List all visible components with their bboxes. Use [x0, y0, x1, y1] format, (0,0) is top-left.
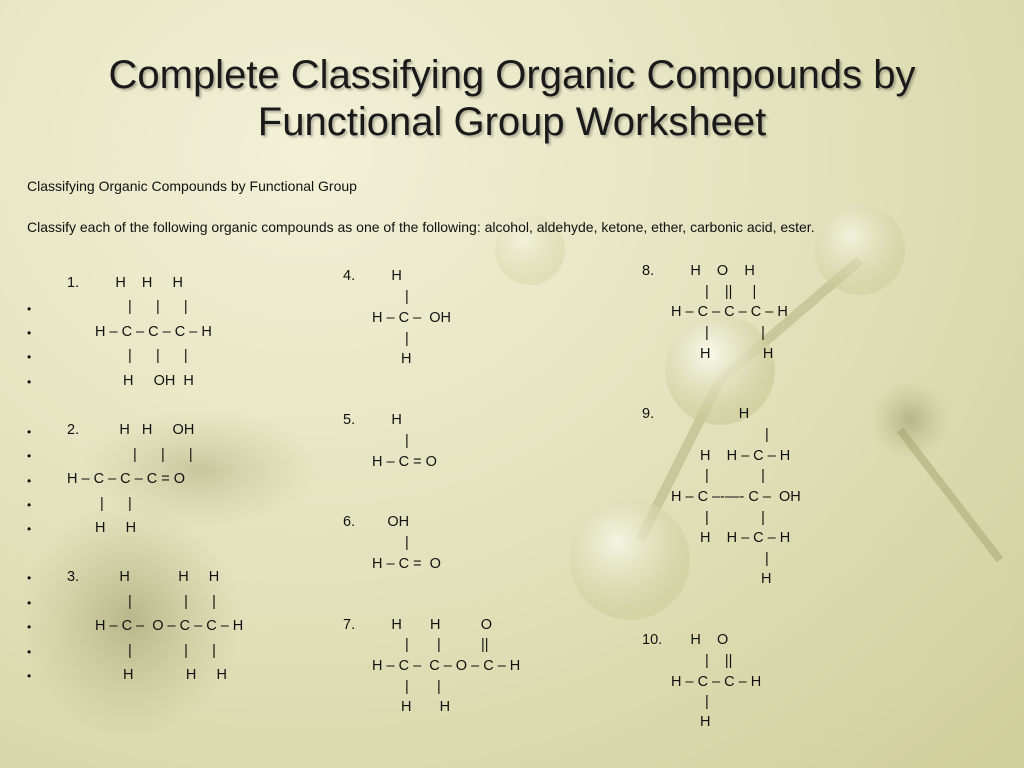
compound-line: | |: [100, 496, 132, 512]
compound-line: H – C = O: [372, 454, 437, 470]
compound-line: 1. H H H: [67, 275, 184, 291]
compound-line: H – C – OH: [372, 310, 451, 326]
bullet: •: [27, 302, 32, 316]
compound-line: 4. H: [343, 268, 402, 284]
compound-line: H – C – C – C – H: [671, 304, 788, 320]
bullet: •: [27, 350, 32, 364]
bullet: •: [27, 449, 32, 463]
compound-line: |: [765, 551, 769, 567]
slide-title: [0, 52, 1024, 146]
compound-line: | || |: [705, 284, 757, 300]
compound-line: | | |: [128, 594, 216, 610]
compound-line: | | |: [133, 447, 193, 463]
compound-line: 2. H H OH: [67, 422, 195, 438]
bullet: •: [27, 620, 32, 634]
compound-line: |: [405, 433, 409, 449]
compound-line: H – C – C – H: [671, 674, 762, 690]
compound-line: |: [405, 289, 409, 305]
compound-line: | |: [405, 679, 441, 695]
bullet: •: [27, 498, 32, 512]
bullet: •: [27, 425, 32, 439]
bullet: •: [27, 326, 32, 340]
compound-line: H – C – C – C – H: [95, 324, 212, 340]
compound-line: H OH H: [123, 373, 194, 389]
compound-line: | |: [705, 325, 765, 341]
compound-line: 5. H: [343, 412, 402, 428]
compound-line: H: [761, 571, 772, 587]
compound-line: H – C – C – O – C – H: [372, 658, 521, 674]
compound-line: H H: [700, 346, 774, 362]
worksheet-subtitle: Classifying Organic Compounds by Functional Group: [27, 178, 357, 194]
compound-line: |: [405, 331, 409, 347]
compound-line: H – C – C – C = O: [67, 471, 186, 487]
title-line-1: Complete Classifying Organic Compounds by: [108, 53, 916, 97]
compound-line: |: [765, 427, 769, 443]
compound-line: H: [401, 351, 412, 367]
compound-line: H H – C – H: [700, 448, 791, 464]
compound-line: 9. H: [642, 406, 750, 422]
compound-line: | |: [705, 510, 765, 526]
bullet: •: [27, 669, 32, 683]
bullet: •: [27, 596, 32, 610]
compound-line: |: [405, 535, 409, 551]
compound-line: 10. H O: [642, 632, 729, 648]
compound-line: | ||: [705, 653, 733, 669]
compound-line: H H H: [123, 667, 227, 683]
worksheet-instructions: Classify each of the following organic compounds as one of the following: alcohol, aldehyde, ketone, ether, carbonic acid, ester.: [27, 219, 815, 235]
bullet: •: [27, 375, 32, 389]
compound-line: H – C –-—- C – OH: [671, 489, 801, 505]
compound-line: 6. OH: [343, 514, 410, 530]
compound-line: | | ||: [405, 637, 489, 653]
compound-line: H: [700, 714, 711, 730]
compound-line: H H – C – H: [700, 530, 791, 546]
compound-line: |: [705, 694, 709, 710]
compound-line: 3. H H H: [67, 569, 220, 585]
compound-line: | |: [705, 468, 765, 484]
compound-line: H H: [95, 520, 137, 536]
bullet: •: [27, 474, 32, 488]
compound-line: 8. H O H: [642, 263, 755, 279]
bullet: •: [27, 645, 32, 659]
compound-line: | | |: [128, 299, 188, 315]
compound-line: 7. H H O: [343, 617, 493, 633]
compound-line: H H: [401, 699, 451, 715]
compound-line: | | |: [128, 348, 188, 364]
compound-line: H – C = O: [372, 556, 441, 572]
compound-line: | | |: [128, 643, 216, 659]
bullet: •: [27, 571, 32, 585]
compound-line: H – C – O – C – C – H: [95, 618, 244, 634]
title-line-2: Functional Group Worksheet: [257, 100, 767, 144]
bullet: •: [27, 522, 32, 536]
